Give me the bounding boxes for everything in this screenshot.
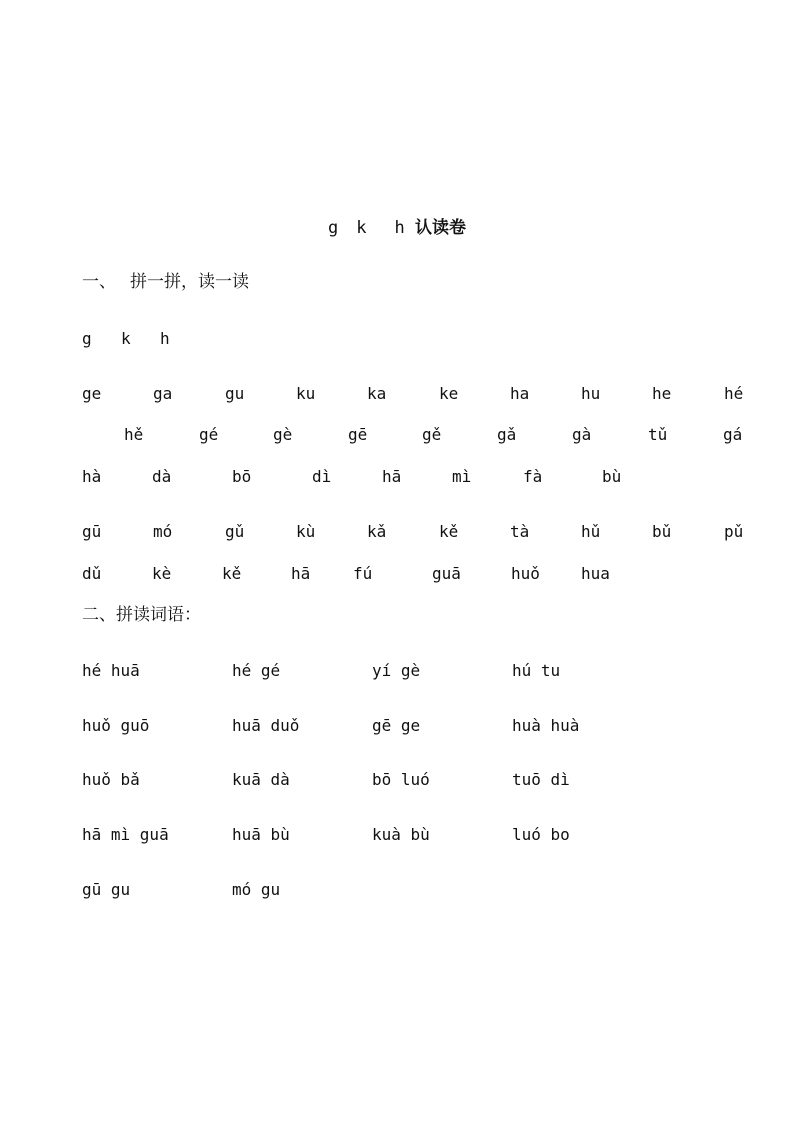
pinyin-syllable: ka	[367, 384, 387, 403]
pinyin-row	[0, 466, 794, 488]
pinyin-syllable: hà	[82, 467, 102, 486]
pinyin-syllable: gē	[348, 425, 368, 444]
pinyin-syllable: kǎ	[367, 522, 387, 541]
pinyin-syllable: hé	[724, 384, 744, 403]
word-row	[0, 879, 794, 901]
pinyin-syllable: gà	[572, 425, 592, 444]
section-1-number: 一、	[82, 272, 116, 292]
pinyin-syllable: mó	[153, 522, 173, 541]
pinyin-syllable: ge	[82, 384, 102, 403]
pinyin-syllable: dì	[312, 467, 332, 486]
pinyin-syllable: h	[160, 329, 170, 348]
pinyin-word: tuō dì	[512, 770, 570, 789]
pinyin-word: hé huā	[82, 661, 140, 680]
pinyin-word: huǒ guō	[82, 716, 150, 735]
pinyin-syllable: fà	[523, 467, 543, 486]
title-letter: h	[394, 218, 405, 238]
pinyin-word: kuā dà	[232, 770, 290, 789]
section-2-heading: 二、拼读词语：	[82, 605, 201, 625]
pinyin-syllable: kù	[296, 522, 316, 541]
pinyin-word: hé gé	[232, 661, 281, 680]
pinyin-syllable: g	[82, 329, 92, 348]
pinyin-syllable: dà	[152, 467, 172, 486]
pinyin-syllable: gǎ	[497, 425, 517, 444]
pinyin-syllable: kè	[152, 564, 172, 583]
pinyin-syllable: kě	[222, 564, 242, 583]
pinyin-syllable: hǔ	[581, 522, 601, 541]
pinyin-syllable: bǔ	[652, 522, 672, 541]
pinyin-syllable: gǔ	[225, 522, 245, 541]
pinyin-syllable: bō	[232, 467, 252, 486]
word-row	[0, 769, 794, 791]
pinyin-syllable: tà	[510, 522, 530, 541]
pinyin-syllable: he	[652, 384, 672, 403]
pinyin-word: huà huà	[512, 716, 580, 735]
pinyin-syllable: hu	[581, 384, 601, 403]
word-row	[0, 660, 794, 682]
pinyin-syllable: hā	[382, 467, 402, 486]
pinyin-word: huā duǒ	[232, 716, 300, 735]
pinyin-syllable: k	[121, 329, 131, 348]
pinyin-syllable: gé	[199, 425, 219, 444]
pinyin-syllable: ga	[153, 384, 173, 403]
pinyin-syllable: gū	[82, 522, 102, 541]
section-1-heading	[82, 272, 249, 292]
pinyin-word: gū gu	[82, 880, 131, 899]
word-row	[0, 824, 794, 846]
title-text: 认读卷	[415, 218, 466, 238]
pinyin-word: kuà bù	[372, 825, 430, 844]
pinyin-row	[0, 521, 794, 543]
word-row	[0, 715, 794, 737]
page-title	[0, 218, 794, 238]
pinyin-syllable: guā	[432, 564, 461, 583]
pinyin-syllable: mì	[452, 467, 472, 486]
pinyin-word: huǒ bǎ	[82, 770, 140, 789]
pinyin-syllable: huǒ	[511, 564, 540, 583]
pinyin-syllable: ha	[510, 384, 530, 403]
pinyin-syllable: pǔ	[724, 522, 744, 541]
pinyin-syllable: hě	[124, 425, 144, 444]
pinyin-syllable: gá	[723, 425, 743, 444]
pinyin-syllable: bù	[602, 467, 622, 486]
pinyin-syllable: dǔ	[82, 564, 102, 583]
pinyin-syllable: fú	[353, 564, 373, 583]
pinyin-syllable: ku	[296, 384, 316, 403]
pinyin-syllable: hua	[581, 564, 610, 583]
pinyin-row	[0, 424, 794, 446]
pinyin-syllable: gě	[422, 425, 442, 444]
pinyin-syllable: tǔ	[648, 425, 668, 444]
pinyin-word: huā bù	[232, 825, 290, 844]
pinyin-syllable: gu	[225, 384, 245, 403]
pinyin-word: mó gu	[232, 880, 281, 899]
title-letter: k	[356, 218, 367, 238]
pinyin-syllable: kě	[439, 522, 459, 541]
pinyin-row	[0, 563, 794, 585]
pinyin-syllable: gè	[273, 425, 293, 444]
pinyin-word: gē ge	[372, 716, 421, 735]
pinyin-word: yí gè	[372, 661, 421, 680]
section-1-title: 拼一拼，读一读	[130, 272, 249, 292]
pinyin-syllable: hā	[291, 564, 311, 583]
pinyin-row	[0, 328, 794, 350]
pinyin-word: luó bo	[512, 825, 570, 844]
pinyin-word: bō luó	[372, 770, 430, 789]
title-letter: g	[328, 218, 339, 238]
pinyin-syllable: ke	[439, 384, 459, 403]
pinyin-row	[0, 383, 794, 405]
pinyin-word: hú tu	[512, 661, 561, 680]
pinyin-word: hā mì guā	[82, 825, 169, 844]
